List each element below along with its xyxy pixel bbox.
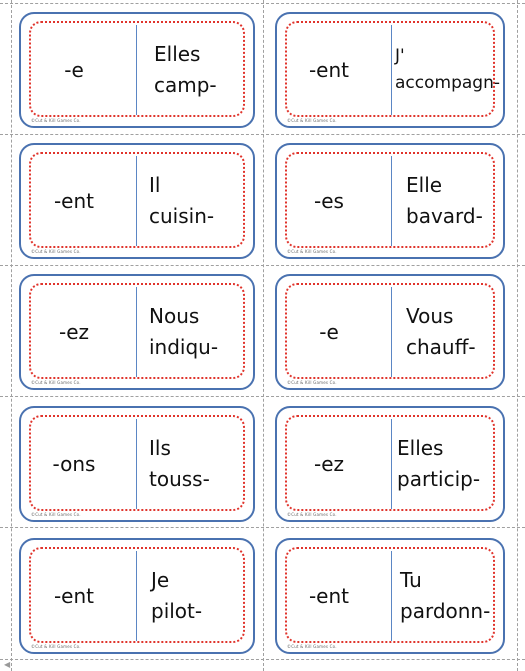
verb-stem-box (406, 276, 499, 388)
verb-ending: -ent (308, 58, 350, 82)
verb-stem-box (149, 276, 249, 388)
cut-line-vertical (517, 0, 518, 671)
verb-ending: -e (64, 58, 84, 82)
copyright-text: ©Cut & Kill Games Co. (31, 118, 81, 123)
copyright-text: ©Cut & Kill Games Co. (31, 380, 81, 385)
verb-ending: -es (314, 189, 344, 213)
verb-ending: -ent (53, 584, 95, 608)
verb-stem-box (395, 14, 499, 126)
domino-card (275, 406, 505, 522)
card-divider (391, 156, 392, 246)
copyright-text: ©Cut & Kill Games Co. (287, 644, 337, 649)
previous-page-arrow-icon[interactable]: ◀ (4, 660, 11, 669)
verb-stem: chauff- (406, 335, 476, 359)
verb-stem: pilot- (151, 599, 203, 623)
card-divider (136, 287, 137, 377)
verb-ending: -e (319, 320, 339, 344)
copyright-text: ©Cut & Kill Games Co. (287, 380, 337, 385)
card-divider (391, 287, 392, 377)
card-divider (136, 551, 137, 641)
subject-pronoun: Elles (154, 42, 201, 66)
card-divider (391, 25, 392, 115)
verb-stem-box (400, 540, 499, 652)
copyright-text: ©Cut & Kill Games Co. (287, 512, 337, 517)
domino-card (19, 274, 255, 390)
copyright-text: ©Cut & Kill Games Co. (31, 644, 81, 649)
subject-pronoun: J' (395, 46, 405, 66)
domino-card (19, 406, 255, 522)
verb-stem: cuisin- (149, 204, 215, 228)
cut-line-horizontal (0, 659, 525, 660)
domino-card (19, 538, 255, 654)
cut-line-horizontal (0, 3, 525, 4)
card-divider (136, 156, 137, 246)
domino-card (275, 274, 505, 390)
subject-pronoun: Vous (406, 304, 454, 328)
copyright-text: ©Cut & Kill Games Co. (287, 118, 337, 123)
cut-line-horizontal (0, 527, 525, 528)
subject-pronoun: Nous (149, 304, 200, 328)
verb-stem: indiqu- (149, 335, 219, 359)
subject-pronoun: Il (149, 173, 161, 197)
subject-pronoun: Je (151, 568, 170, 592)
domino-card (275, 143, 505, 259)
cut-line-vertical (263, 0, 264, 671)
verb-stem-box (151, 540, 249, 652)
verb-stem-box (149, 408, 249, 520)
copyright-text: ©Cut & Kill Games Co. (31, 512, 81, 517)
verb-ending: -ez (58, 320, 90, 344)
cut-line-horizontal (0, 134, 525, 135)
verb-stem: touss- (149, 467, 210, 491)
copyright-text: ©Cut & Kill Games Co. (31, 249, 81, 254)
verb-stem-box (154, 14, 249, 126)
subject-pronoun: Elles (397, 436, 444, 460)
verb-stem-box (406, 145, 499, 257)
card-divider (391, 419, 392, 509)
copyright-text: ©Cut & Kill Games Co. (287, 249, 337, 254)
subject-pronoun: Ils (149, 436, 171, 460)
cut-line-vertical (11, 0, 12, 671)
verb-ending: -ez (313, 452, 345, 476)
subject-pronoun: Tu (400, 568, 422, 592)
domino-card (275, 538, 505, 654)
card-divider (136, 419, 137, 509)
verb-ending: -ent (308, 584, 350, 608)
verb-stem: particip- (397, 467, 481, 491)
verb-ending: -ent (53, 189, 95, 213)
verb-stem-box (149, 145, 249, 257)
subject-pronoun: Elle (406, 173, 443, 197)
cut-line-horizontal (0, 265, 525, 266)
verb-stem: bavard- (406, 204, 483, 228)
domino-card (275, 12, 505, 128)
card-divider (136, 25, 137, 115)
verb-stem: accompagn- (395, 73, 500, 93)
cut-line-horizontal (0, 396, 525, 397)
domino-card (19, 143, 255, 259)
verb-stem-box (397, 408, 499, 520)
card-divider (391, 551, 392, 641)
verb-stem: camp- (154, 73, 217, 97)
domino-card (19, 12, 255, 128)
verb-ending: -ons (52, 452, 96, 476)
verb-stem: pardonn- (400, 599, 491, 623)
